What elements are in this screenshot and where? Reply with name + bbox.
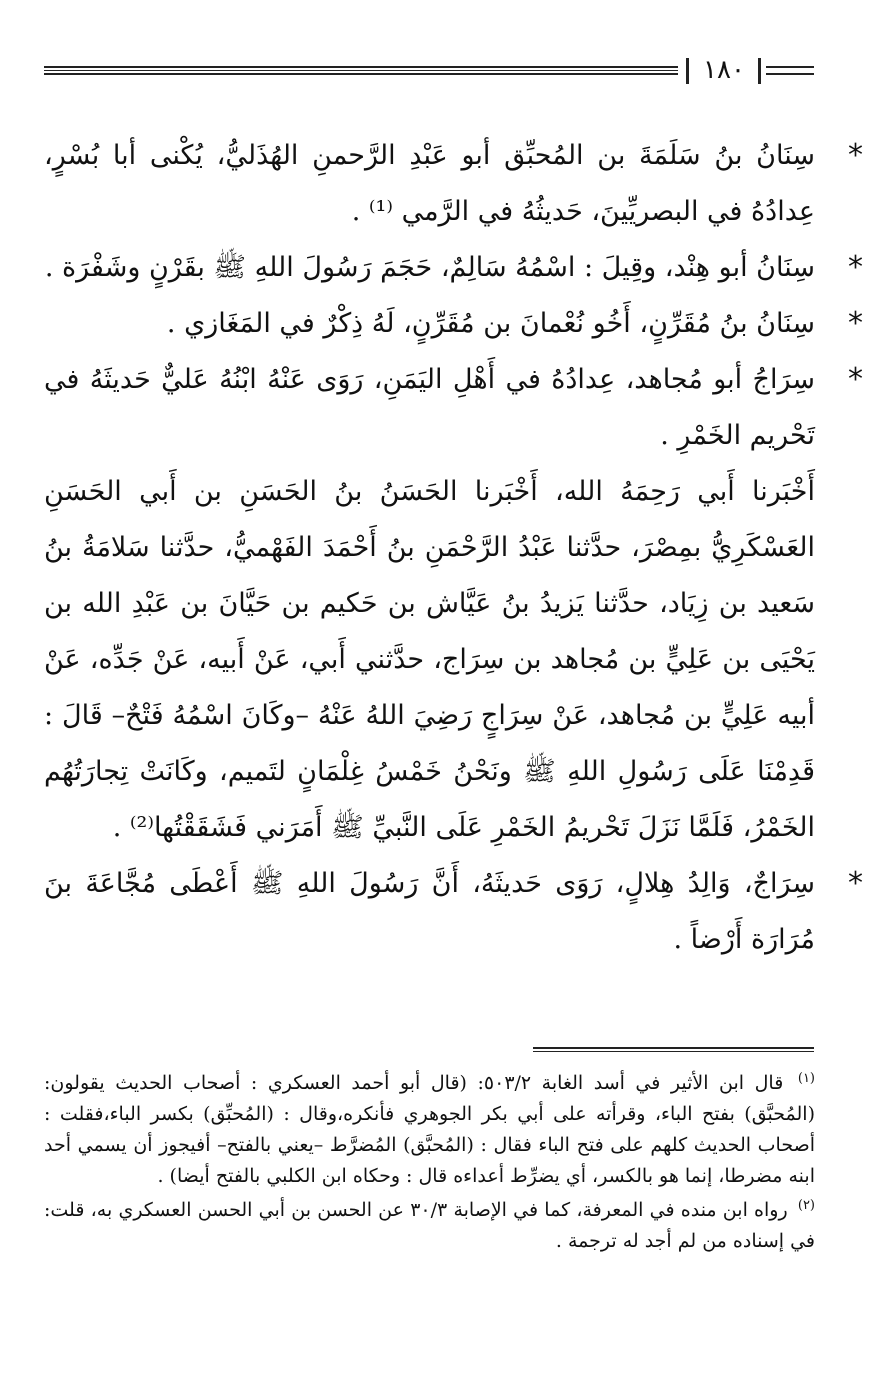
entry-text: سِرَاجُ أبو مُجاهد، عِدادُهُ في أَهْلِ اليَمَنِ، رَوَى عَنْهُ ابْنُهُ عَليٌّ حَديثَهُ في تَحْريم الخَمْرِ . xyxy=(44,364,815,451)
footnote xyxy=(44,1068,815,1192)
entry-text: سِنَانُ بنُ سَلَمَةَ بن المُحبِّق أبو عَبْدِ الرَّحمنِ الهُذَليُّ، يُكْنى أبا بُسْرٍ، عِدادُهُ في البصريِّينَ، حَديثُهُ في الرَّمي ⁽¹⁾ . xyxy=(44,140,815,227)
asterisk-icon: * xyxy=(848,866,863,901)
footnote-mark: (١) xyxy=(797,1070,815,1086)
asterisk-icon: * xyxy=(848,362,863,397)
footnotes xyxy=(44,1068,815,1260)
isnad-paragraph: أَخْبَرنا أَبي رَحِمَهُ الله، أَخْبَرنا الحَسَنُ بنُ الحَسَنِ بن أَبي الحَسَنِ العَسْكَرِيُّ بمِصْرَ، حدَّثنا عَبْدُ الرَّحْمَنِ بنُ أَحْمَدَ الفَهْميُّ، حدَّثنا سَلامَةُ بنُ سَعيد بن زِيَاد، حدَّثنا يَزيدُ بنُ عَيَّاش بن حَكيم بن حَيَّانَ بن عَبْدِ الله بن يَحْيَى بن عَلِيٍّ بن مُجاهد بن سِرَاج، حدَّثني أَبي، عَنْ أَبيه، عَنْ جَدِّه، عَنْ أبيه عَلِيٍّ بن مُجاهد، عَنْ سِرَاجٍ رَضِيَ اللهُ عَنْهُ –وكَانَ اسْمُهُ فَتْحٌ– قَالَ : قَدِمْنَا عَلَى رَسُولِ اللهِ ﷺ ونَحْنُ خَمْسُ غِلْمَانٍ لتَميم، وكَانَتْ تِجارَتُهُم الخَمْرُ، فَلَمَّا نَزَلَ تَحْريمُ الخَمْرِ عَلَى النَّبيِّ ﷺ أَمَرَني فَشَقَقْتُها⁽²⁾ . xyxy=(44,476,815,843)
header-divider xyxy=(686,58,689,84)
header-divider xyxy=(758,58,761,84)
page-number: ١٨٠ xyxy=(703,55,745,85)
entry-text: سِنَانُ بنُ مُقَرِّنٍ، أَخُو نُعْمانَ بن مُقَرِّنٍ، لَهُ ذِكْرٌ في المَغَازي . xyxy=(166,308,815,339)
entry-text: سِرَاجٌ، وَالِدُ هِلالٍ، رَوَى حَديثَهُ، أَنَّ رَسُولَ اللهِ ﷺ أَعْطَى مُجَّاعَةَ بنَ مُرَارَة أَرْضاً . xyxy=(44,868,815,955)
biography-entry xyxy=(44,352,863,464)
footnote-separator xyxy=(533,1047,814,1052)
biography-entry xyxy=(44,128,863,240)
footnote-text: رواه ابن منده في المعرفة، كما في الإصابة ٣٠/٣ عن الحسن بن أبي الحسن العسكري به، قلت: في إسناده من لم أجد له ترجمة . xyxy=(44,1199,815,1252)
footnote-mark: (٢) xyxy=(797,1197,815,1213)
header-rule xyxy=(766,66,814,75)
footnote-text: قال ابن الأثير في أسد الغابة ٥٠٣/٢: (قال أبو أحمد العسكري : أصحاب الحديث يقولون: (المُحبَّق) بفتح الباء، وقرأته على أبي بكر الجوهري فأنكره،وقال : (المُحبِّق) بكسر الباء،فقلت : أصحاب الحديث كلهم على فتح الباء فقال : (المُحبَّق) المُضرَّط –يعني بالفتح– أفيجوز أن يسمي أحد ابنه مضرطا، إنما هو بالكسر، أي يضرِّط أعداءه قال : وحكاه ابن الكلبي بالفتح أيضا) . xyxy=(44,1072,815,1187)
asterisk-icon: * xyxy=(848,138,863,173)
biography-entry xyxy=(44,296,863,352)
entry-text: سِنَانُ أبو هِنْد، وقِيلَ : اسْمُهُ سَالِمٌ، حَجَمَ رَسُولَ اللهِ ﷺ بقَرْنٍ وشَفْرَة . xyxy=(44,252,815,283)
asterisk-icon: * xyxy=(848,250,863,285)
asterisk-icon: * xyxy=(848,306,863,341)
main-text xyxy=(44,128,863,968)
biography-entry xyxy=(44,240,863,296)
footnote xyxy=(44,1195,815,1257)
biography-entry xyxy=(44,856,863,968)
header-rule xyxy=(44,66,678,75)
